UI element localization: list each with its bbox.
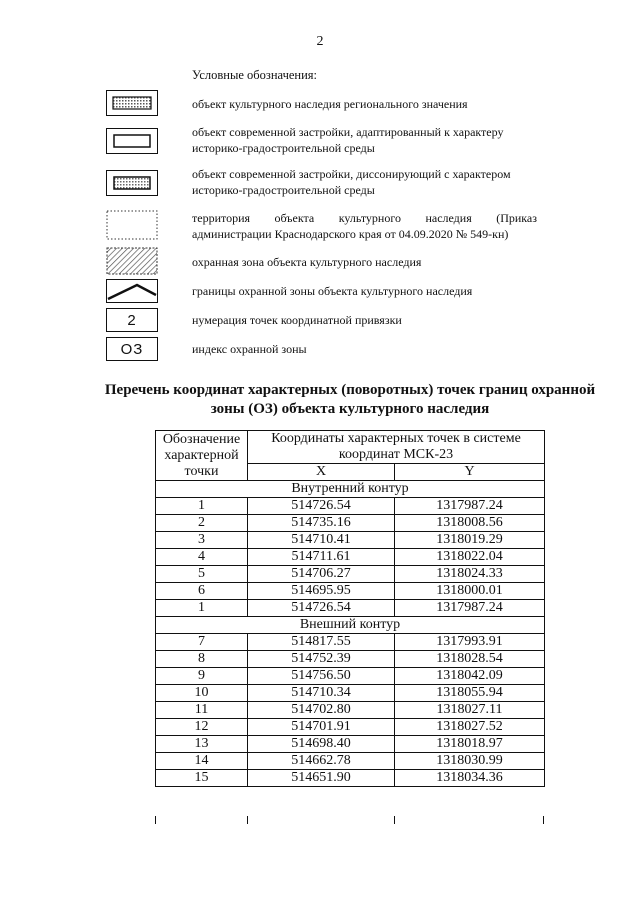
- y-cell: 1318028.54: [395, 651, 545, 668]
- x-cell: 514695.95: [248, 583, 395, 600]
- section-header-row: [156, 617, 545, 634]
- x-cell: 514710.41: [248, 532, 395, 549]
- territory-symbol: [106, 210, 158, 240]
- point-cell: 9: [156, 668, 248, 685]
- point-cell: 15: [156, 770, 248, 787]
- legend-text: индекс охранной зоны: [192, 342, 307, 356]
- y-cell: 1318055.94: [395, 685, 545, 702]
- y-cell: 1317993.91: [395, 634, 545, 651]
- y-cell: 1318022.04: [395, 549, 545, 566]
- legend-text: объект культурного наследия регионального значения: [192, 97, 468, 111]
- y-cell: 1318030.99: [395, 753, 545, 770]
- dissonant-building-symbol: [106, 170, 158, 196]
- legend-text: территория объекта культурного наследия (Приказ администрации Краснодарского края от 04.09.2020 № 549-кн): [192, 211, 537, 241]
- x-cell: 514710.34: [248, 685, 395, 702]
- point-cell: 5: [156, 566, 248, 583]
- table-row: [156, 549, 545, 566]
- heritage-object-symbol: [106, 90, 158, 116]
- zone-index-symbol: ОЗ: [106, 337, 158, 361]
- point-cell: 12: [156, 719, 248, 736]
- y-cell: 1318027.52: [395, 719, 545, 736]
- point-cell: 6: [156, 583, 248, 600]
- y-cell: 1318024.33: [395, 566, 545, 583]
- table-row: [156, 685, 545, 702]
- x-cell: 514752.39: [248, 651, 395, 668]
- table-row: [156, 566, 545, 583]
- column-header-x: X: [248, 464, 395, 481]
- y-cell: 1318008.56: [395, 515, 545, 532]
- table-row: [156, 515, 545, 532]
- x-cell: 514701.91: [248, 719, 395, 736]
- table-row: [156, 634, 545, 651]
- table-row: [156, 651, 545, 668]
- coordinates-table-body: [156, 481, 545, 787]
- point-cell: 14: [156, 753, 248, 770]
- point-cell: 13: [156, 736, 248, 753]
- x-cell: 514726.54: [248, 498, 395, 515]
- page-number: 2: [316, 34, 324, 49]
- point-cell: 10: [156, 685, 248, 702]
- legend-text: нумерация точек координатной привязки: [192, 313, 402, 327]
- table-row: [156, 736, 545, 753]
- point-number-symbol: 2: [106, 308, 158, 332]
- x-cell: 514735.16: [248, 515, 395, 532]
- y-cell: 1318034.36: [395, 770, 545, 787]
- protection-zone-symbol: [106, 247, 158, 275]
- table-row: [156, 753, 545, 770]
- table-row: [156, 702, 545, 719]
- legend-title: Условные обозначения:: [192, 68, 318, 82]
- point-cell: 1: [156, 600, 248, 617]
- column-header-point: Обозначение характерной точки: [156, 431, 248, 481]
- table-row: [156, 600, 545, 617]
- y-cell: 1318019.29: [395, 532, 545, 549]
- column-header-coordinates: Координаты характерных точек в системе координат МСК-23: [248, 431, 545, 464]
- legend-text: границы охранной зоны объекта культурного наследия: [192, 284, 473, 298]
- point-cell: 3: [156, 532, 248, 549]
- table-row: [156, 770, 545, 787]
- section-header-row: [156, 481, 545, 498]
- point-cell: 4: [156, 549, 248, 566]
- x-cell: 514706.27: [248, 566, 395, 583]
- y-cell: 1318027.11: [395, 702, 545, 719]
- y-cell: 1318018.97: [395, 736, 545, 753]
- y-cell: 1317987.24: [395, 600, 545, 617]
- y-cell: 1318000.01: [395, 583, 545, 600]
- legend-text: охранная зона объекта культурного наследия: [192, 255, 422, 269]
- legend-text: объект современной застройки, адаптированный к характеру историко-градостроительной среды: [192, 125, 504, 155]
- section-title: Внутренний контур: [156, 481, 545, 498]
- legend-text: объект современной застройки, диссонирующий с характером историко-градостроительной среды: [192, 167, 511, 197]
- x-cell: 514698.40: [248, 736, 395, 753]
- table-row: [156, 719, 545, 736]
- x-cell: 514711.61: [248, 549, 395, 566]
- y-cell: 1317987.24: [395, 498, 545, 515]
- table-continuation: [155, 816, 544, 824]
- x-cell: 514726.54: [248, 600, 395, 617]
- section-title: Внешний контур: [156, 617, 545, 634]
- point-cell: 8: [156, 651, 248, 668]
- adapted-building-symbol: [106, 128, 158, 154]
- point-cell: 7: [156, 634, 248, 651]
- table-row: [156, 583, 545, 600]
- x-cell: 514662.78: [248, 753, 395, 770]
- point-cell: 1: [156, 498, 248, 515]
- point-cell: 11: [156, 702, 248, 719]
- zone-boundary-symbol: [106, 279, 158, 303]
- point-cell: 2: [156, 515, 248, 532]
- y-cell: 1318042.09: [395, 668, 545, 685]
- column-header-y: Y: [395, 464, 545, 481]
- x-cell: 514756.50: [248, 668, 395, 685]
- coordinates-table: [155, 430, 545, 787]
- x-cell: 514702.80: [248, 702, 395, 719]
- table-row: [156, 532, 545, 549]
- x-cell: 514817.55: [248, 634, 395, 651]
- table-row: [156, 668, 545, 685]
- x-cell: 514651.90: [248, 770, 395, 787]
- table-heading: Перечень координат характерных (поворотных) точек границ охранной зоны (ОЗ) объекта культурного наследия: [104, 382, 596, 417]
- table-row: [156, 498, 545, 515]
